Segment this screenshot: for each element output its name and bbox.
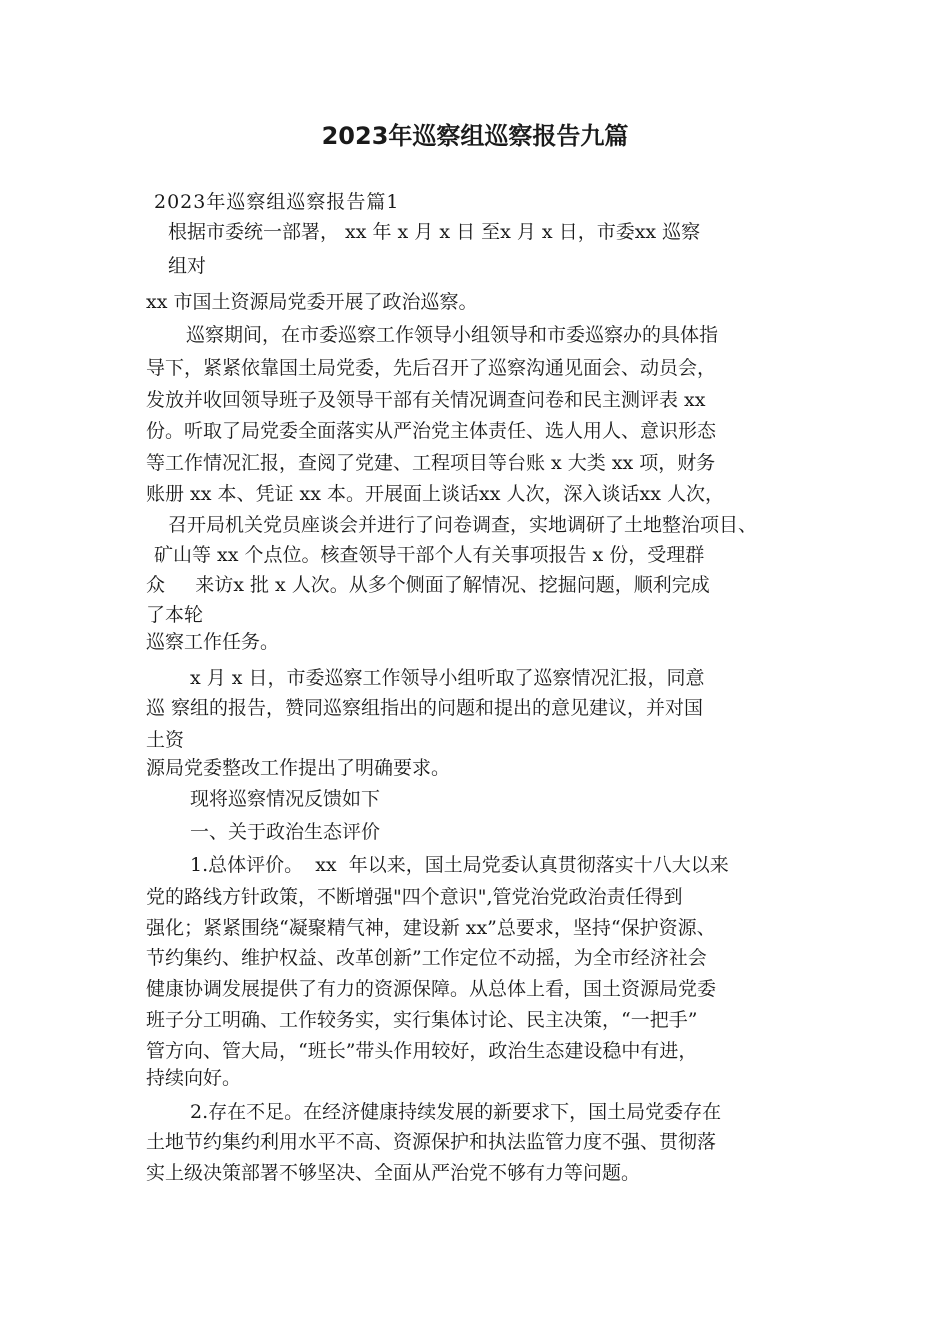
text-line: 根据市委统一部署， xx 年 x 月 x 日 至x 月 x 日，市委xx 巡察 bbox=[168, 221, 701, 243]
text-line: 2.存在不足。在经济健康持续发展的新要求下，国土局党委存在 bbox=[190, 1101, 722, 1123]
text-line: 现将巡察情况反馈如下 bbox=[190, 788, 381, 810]
text-line: 持续向好。 bbox=[146, 1067, 242, 1089]
text-line: 了本轮 bbox=[146, 604, 204, 626]
text-line: 召开局机关党员座谈会并进行了问卷调查，实地调研了土地整治项目、 bbox=[168, 514, 758, 536]
text-line: 土地节约集约利用水平不高、资源保护和执法监管力度不强、贯彻落 bbox=[146, 1131, 717, 1153]
text-line: 组对 bbox=[168, 255, 207, 277]
text-line: 土资 bbox=[146, 729, 185, 751]
text-line: 健康协调发展提供了有力的资源保障。从总体上看，国土资源局党委 bbox=[146, 978, 717, 1000]
text-line: 账册 xx 本、凭证 xx 本。开展面上谈话xx 人次，深入谈话xx 人次， bbox=[146, 483, 724, 505]
text-line: 实上级决策部署不够坚决、全面从严治党不够有力等问题。 bbox=[146, 1162, 641, 1184]
subheading-political-ecology: 一、关于政治生态评价 bbox=[190, 821, 381, 843]
text-line: 份。听取了局党委全面落实从严治党主体责任、选人用人、意识形态 bbox=[146, 420, 717, 442]
text-line: 众 来访x 批 x 人次。从多个侧面了解情况、挖掘问题，顺利完成 bbox=[146, 574, 710, 596]
text-line: 巡 察组的报告，赞同巡察组指出的问题和提出的意见建议，并对国 bbox=[146, 697, 704, 719]
text-line: xx 市国土资源局党委开展了政治巡察。 bbox=[146, 291, 478, 313]
text-line: 巡察工作任务。 bbox=[146, 631, 280, 653]
text-line: 发放并收回领导班子及领导干部有关情况调查问卷和民主测评表 xx bbox=[146, 389, 706, 411]
text-line: 党的路线方针政策，不断增强"四个意识",管党治党政治责任得到 bbox=[146, 886, 683, 908]
text-line: 矿山等 xx 个点位。核查领导干部个人有关事项报告 x 份，受理群 bbox=[154, 544, 705, 566]
text-line: 班子分工明确、工作较务实，实行集体讨论、民主决策，“一把手” bbox=[146, 1009, 698, 1031]
text-line: 管方向、管大局，“班长”带头作用较好，政治生态建设稳中有进， bbox=[146, 1040, 698, 1062]
text-line: 巡察期间，在市委巡察工作领导小组领导和市委巡察办的具体指 bbox=[186, 324, 719, 346]
text-line: 强化；紧紧围绕“凝聚精气神，建设新 xx”总要求，坚持“保护资源、 bbox=[146, 917, 716, 939]
text-line: x 月 x 日，市委巡察工作领导小组听取了巡察情况汇报，同意 bbox=[190, 667, 705, 689]
text-line: 节约集约、维护权益、改革创新”工作定位不动摇，为全市经济社会 bbox=[146, 947, 707, 969]
text-line: 等工作情况汇报，查阅了党建、工程项目等台账 x 大类 xx 项，财务 bbox=[146, 452, 716, 474]
text-line: 导下，紧紧依靠国土局党委，先后召开了巡察沟通见面会、动员会， bbox=[146, 357, 717, 379]
text-line: 1.总体评价。 xx 年以来，国土局党委认真贯彻落实十八大以来 bbox=[190, 854, 729, 876]
document-title: 2023年巡察组巡察报告九篇 bbox=[321, 122, 629, 150]
section-heading: 2023年巡察组巡察报告篇1 bbox=[154, 191, 400, 213]
text-line: 源局党委整改工作提出了明确要求。 bbox=[146, 757, 451, 779]
